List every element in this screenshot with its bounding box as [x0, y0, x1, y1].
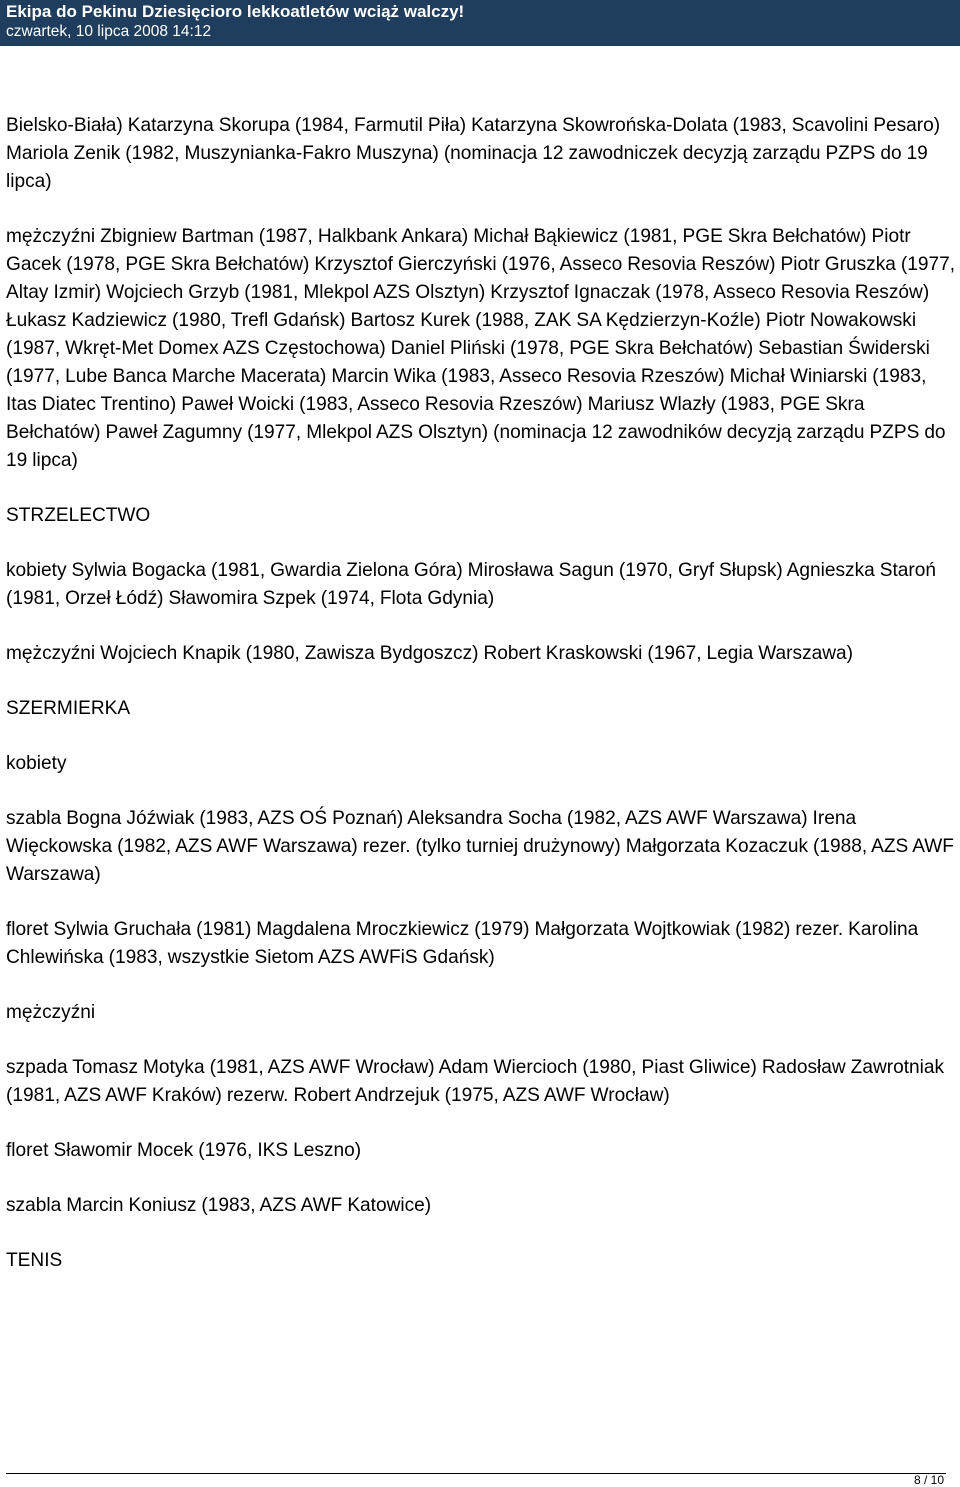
page-number: 8 / 10 — [913, 1473, 944, 1487]
subheading-fencing-women: kobiety — [6, 753, 67, 774]
section-heading-fencing: SZERMIERKA — [6, 698, 131, 719]
paragraph-men-volleyball: mężczyźni Zbigniew Bartman (1987, Halkbank Ankara) Michał Bąkiewicz (1981, PGE Skra Bełchatów) Piotr Gacek (1978, PGE Skra Bełchatów) Krzysztof Gierczyński (1976, Asseco Resovia Reszów) Piotr Gruszka (1977, Altay Izmir) Wojciech Grzyb (1981, Mlekpol AZS Olsztyn) Krzysztof Ignaczak (1978, Asseco Resovia Reszów) Łukasz Kadziewicz (1980, Trefl Gdańsk) Bartosz Kurek (1988, ZAK SA Kędzierzyn-Koźle) Piotr Nowakowski (1987, Wkręt-Met Domex AZS Częstochowa) Daniel Pliński (1978, PGE Skra Bełchatów) Sebastian Świderski (1977, Lube Banca Marche Macerata) Marcin Wika (1983, Asseco Resovia Rzeszów) Michał Winiarski (1983, Itas Diatec Trentino) Paweł Woicki (1983, Asseco Resovia Rzeszów) Mariusz Wlazły (1983, PGE Skra Bełchatów) Paweł Zagumny (1977, Mlekpol AZS Olsztyn) (nominacja 12 zawodników decyzją zarządu PZPS do 19 lipca) — [6, 226, 956, 471]
article-title: Ekipa do Pekinu Dziesięcioro lekkoatletów wciąż walczy! — [6, 2, 465, 21]
paragraph-fencing-women-sabre: szabla Bogna Jóźwiak (1983, AZS OŚ Poznań) Aleksandra Socha (1982, AZS AWF Warszawa) Irena Więckowska (1982, AZS AWF Warszawa) rezer. (tylko turniej drużynowy) Małgorzata Kozaczuk (1988, AZS AWF Warszawa) — [6, 808, 954, 885]
article-date: czwartek, 10 lipca 2008 14:12 — [6, 23, 212, 40]
paragraph-shooting-women: kobiety Sylwia Bogacka (1981, Gwardia Zielona Góra) Mirosława Sagun (1970, Gryf Słupsk) Agnieszka Staroń (1981, Orzeł Łódź) Sławomira Szpek (1974, Flota Gdynia) — [6, 560, 937, 609]
paragraph-fencing-men-epee: szpada Tomasz Motyka (1981, AZS AWF Wrocław) Adam Wiercioch (1980, Piast Gliwice) Radosław Zawrotniak (1981, AZS AWF Kraków) rezerw. Robert Andrzejuk (1975, AZS AWF Wrocław) — [6, 1057, 945, 1106]
paragraph-women-volleyball-cont: Bielsko-Biała) Katarzyna Skorupa (1984, Farmutil Piła) Katarzyna Skowrońska-Dolata (1983, Scavolini Pesaro) Mariola Zenik (1982, Muszynianka-Fakro Muszyna) (nominacja 12 zawodniczek decyzją zarządu PZPS do 19 lipca) — [6, 115, 941, 192]
section-heading-shooting: STRZELECTWO — [6, 505, 151, 526]
section-heading-tennis: TENIS — [6, 1250, 63, 1271]
footer-divider — [6, 1473, 946, 1474]
paragraph-shooting-men: mężczyźni Wojciech Knapik (1980, Zawisza Bydgoszcz) Robert Kraskowski (1967, Legia Warszawa) — [6, 643, 853, 664]
paragraph-fencing-men-sabre: szabla Marcin Koniusz (1983, AZS AWF Katowice) — [6, 1195, 432, 1216]
subheading-fencing-men: mężczyźni — [6, 1002, 96, 1023]
paragraph-fencing-women-foil: floret Sylwia Gruchała (1981) Magdalena Mroczkiewicz (1979) Małgorzata Wojtkowiak (1982) rezer. Karolina Chlewińska (1983, wszystkie Sietom AZS AWFiS Gdańsk) — [6, 919, 919, 968]
paragraph-fencing-men-foil: floret Sławomir Mocek (1976, IKS Leszno) — [6, 1140, 362, 1161]
page-header — [0, 0, 960, 46]
article-body — [6, 112, 956, 1302]
